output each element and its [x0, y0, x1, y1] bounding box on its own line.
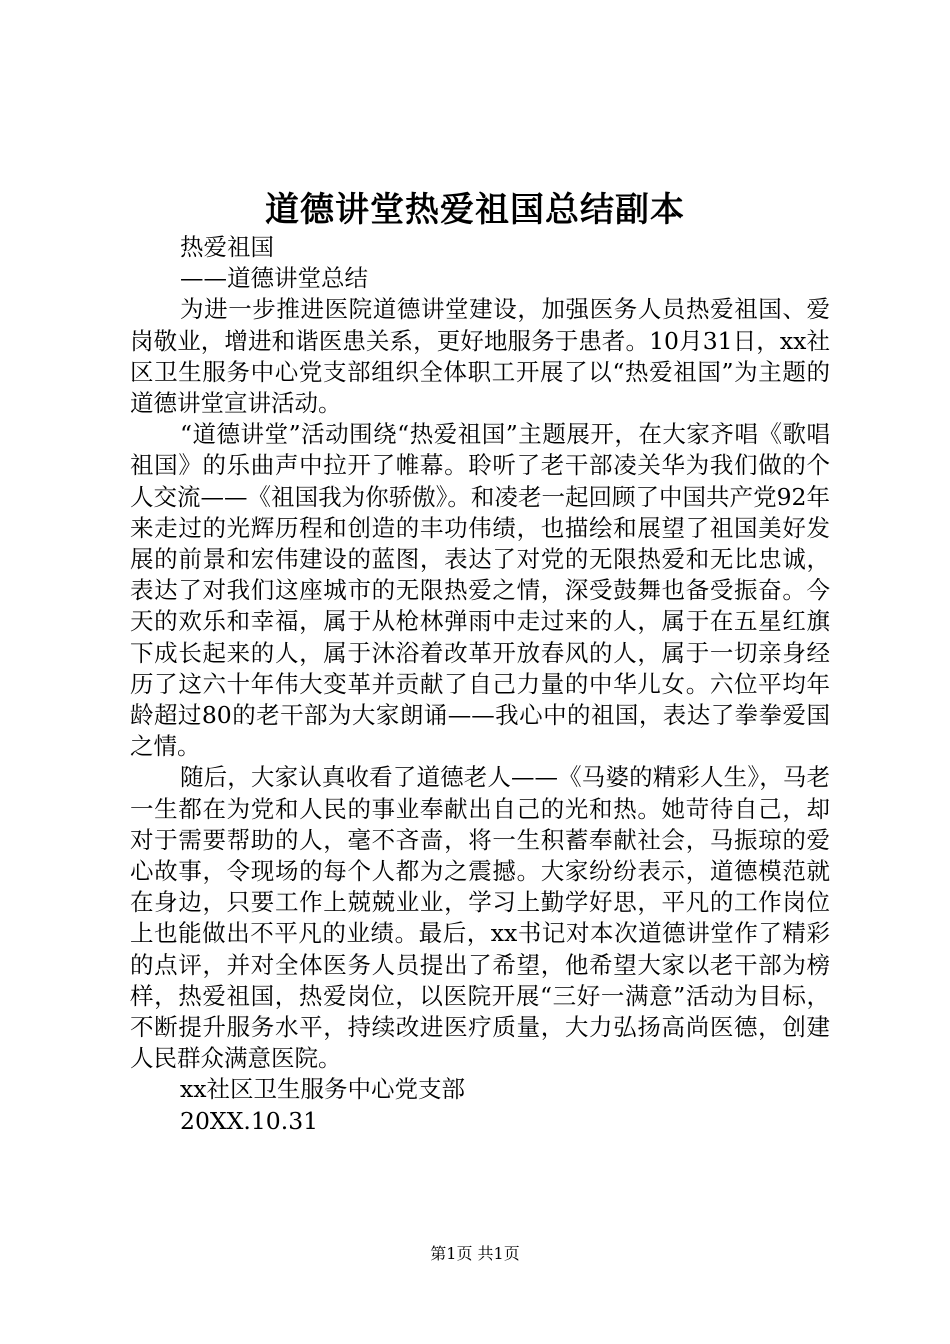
- subtitle-line-1: 热爱祖国: [180, 233, 274, 261]
- paragraph-intro: 为进一步推进医院道德讲堂建设，加强医务人员热爱祖国、爱岗敬业，增进和谐医患关系，更好地服务于患者。10月31日，xx社区卫生服务中心党支部组织全体职工开展了以“热爱祖国”为主题的道德讲堂宣讲活动。: [130, 295, 830, 418]
- signature-line: xx社区卫生服务中心党支部: [180, 1075, 466, 1104]
- document-title: 道德讲堂热爱祖国总结副本: [265, 190, 685, 230]
- document-body: [130, 232, 830, 1137]
- paragraph-conclusion: 随后，大家认真收看了道德老人——《马婆的精彩人生》，马老一生都在为党和人民的事业奉献出自己的光和热。她苛待自己，却对于需要帮助的人，毫不吝啬，将一生积蓄奉献社会，马振琼的爱心故事，令现场的每个人都为之震撼。大家纷纷表示，道德模范就在身边，只要工作上兢兢业业，学习上勤学好思，平凡的工作岗位上也能做出不平凡的业绩。最后，xx书记对本次道德讲堂作了精彩的点评，并对全体医务人员提出了希望，他希望大家以老干部为榜样，热爱祖国，热爱岗位，以医院开展“三好一满意”活动为目标，不断提升服务水平，持续改进医疗质量，大力弘扬高尚医德，创建人民群众满意医院。: [130, 763, 830, 1073]
- paragraph-activity: “道德讲堂”活动围绕“热爱祖国”主题展开，在大家齐唱《歌唱祖国》的乐曲声中拉开了帷幕。聆听了老干部凌关华为我们做的个人交流——《祖国我为你骄傲》。和凌老一起回顾了中国共产党92年来走过的光辉历程和创造的丰功伟绩，也描绘和展望了祖国美好发展的前景和宏伟建设的蓝图，表达了对党的无限热爱和无比忠诚，表达了对我们这座城市的无限热爱之情，深受鼓舞也备受振奋。今天的欢乐和幸福，属于从枪林弹雨中走过来的人，属于在五星红旗下成长起来的人，属于沐浴着改革开放春风的人，属于一切亲身经历了这六十年伟大变革并贡献了自己力量的中华儿女。六位平均年龄超过80的老干部为大家朗诵——我心中的祖国，表达了拳拳爱国之情。: [130, 420, 830, 761]
- page-footer: 第1页 共1页: [430, 1244, 520, 1263]
- date-line: 20XX.10.31: [180, 1106, 319, 1135]
- subtitle-line-2: ——道德讲堂总结: [180, 264, 368, 293]
